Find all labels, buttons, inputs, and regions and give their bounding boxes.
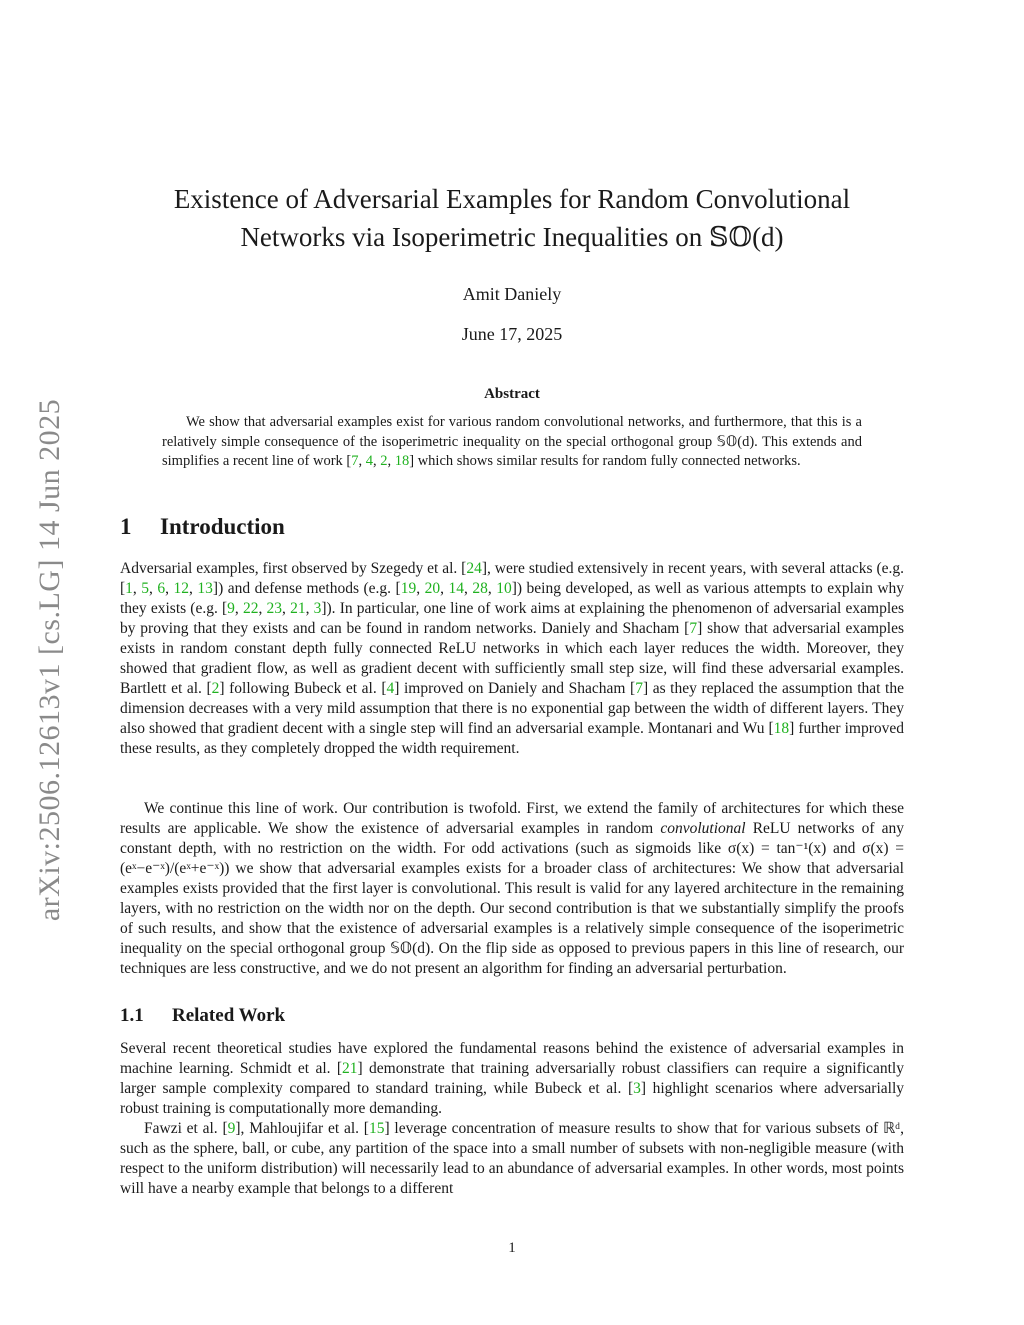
- page-number: 1: [508, 1240, 516, 1256]
- abstract-heading: Abstract: [484, 386, 540, 402]
- citation-link[interactable]: 7: [689, 620, 698, 637]
- citation-link[interactable]: 12: [173, 580, 190, 597]
- title-line-2: Networks via Isoperimetric Inequalities on 𝕊𝕆(d): [240, 222, 784, 252]
- citation-link[interactable]: 1: [125, 580, 133, 597]
- related-work-paragraph-1: Several recent theoretical studies have explored the fundamental reasons behind the existence of adversarial examples in machine learning. Schmidt et al. [21] demonstrate that training adversarially robust classifiers can require a significantly larger sample complexity compared to standard training, while Bubeck et al. [3] highlight scenarios where adversarially robust training is computationally more demanding.: [120, 1040, 904, 1117]
- citation-link[interactable]: 10: [496, 580, 512, 597]
- citation-link[interactable]: 24: [466, 560, 482, 577]
- section-heading-introduction: 1 Introduction: [120, 514, 285, 539]
- subsection-heading-related-work: 1.1 Related Work: [120, 1005, 286, 1026]
- citation-link[interactable]: 14: [448, 580, 464, 597]
- citation-link[interactable]: 5: [141, 580, 150, 597]
- citation-link[interactable]: 7: [635, 680, 643, 697]
- citation-link[interactable]: 19: [400, 580, 417, 597]
- citation-link[interactable]: 20: [424, 580, 441, 597]
- abstract-text: We show that adversarial examples exist for various random convolutional networks, and furthermore, that this is a relatively simple consequence of the isoperimetric inequality on the special orthogonal group 𝕊𝕆(d). This extends and simplifies a recent line of work [7, 4, 2, 18] which shows similar results for random fully connected networks.: [162, 414, 862, 469]
- citation-link[interactable]: 9: [227, 600, 235, 617]
- citation-link[interactable]: 3: [313, 600, 322, 617]
- citation-link[interactable]: 23: [266, 600, 283, 617]
- citation-link[interactable]: 13: [197, 580, 213, 597]
- author: Amit Daniely: [462, 284, 562, 304]
- citation-link[interactable]: 28: [472, 580, 488, 597]
- citation-link[interactable]: 21: [290, 600, 306, 617]
- arxiv-id-text: arXiv:2506.12613v1 [cs.LG] 14 Jun 2025: [33, 398, 66, 922]
- citation-link[interactable]: 4: [386, 680, 395, 697]
- citation-link[interactable]: 9: [227, 1120, 236, 1137]
- citation-link[interactable]: 18: [394, 453, 410, 469]
- date: June 17, 2025: [461, 324, 563, 344]
- related-work-paragraph-2: Fawzi et al. [9], Mahloujifar et al. [15] leverage concentration of measure results to show that for various subsets of ℝᵈ, such as the sphere, ball, or cube, any partition of the space into a small number of subsets with non-negligible measure (with respect to the uniform distribution) will necessarily lead to an abundance of adversarial examples. In other words, most points will have a nearby example that belongs to a different: [120, 1120, 904, 1197]
- intro-paragraph-2: We continue this line of work. Our contribution is twofold. First, we extend the family of architectures for which these results are applicable. We show the existence of adversarial examples in random convolutional ReLU networks of any constant depth, with no restriction on the width. For odd activations (such as sigmoids like σ(x) = tan⁻¹(x) and σ(x) = (eˣ−e⁻ˣ)/(eˣ+e⁻ˣ)) we show that adversarial examples exists for a broader class of architectures: We show that adversarial examples exists provided that the first layer is convolutional. This result is valid for any layered architecture in the remaining layers, with no restriction on the width nor on the depth. Our second contribution is that we substantially simplify the proofs of such results, and show that the existence of adversarial examples is a relatively simple consequence of the isoperimetric inequality on the special orthogonal group 𝕊𝕆(d). On the flip side as opposed to previous papers in this line of research, our techniques are less constructive, and we do not present an algorithm for finding an adversarial perturbation.: [120, 800, 904, 977]
- citation-link[interactable]: 7: [351, 453, 359, 469]
- citation-link[interactable]: 4: [365, 453, 373, 469]
- citation-link[interactable]: 15: [368, 1120, 385, 1137]
- citation-link[interactable]: 2: [380, 453, 388, 469]
- citation-link[interactable]: 2: [211, 680, 220, 697]
- citation-link[interactable]: 3: [633, 1080, 641, 1097]
- citation-link[interactable]: 21: [342, 1060, 358, 1077]
- citation-link[interactable]: 6: [157, 580, 166, 597]
- title-line-1: Existence of Adversarial Examples for Random Convolutional: [173, 184, 851, 214]
- paper-title: [120, 180, 904, 256]
- citation-link[interactable]: 22: [242, 600, 259, 617]
- citation-link[interactable]: 18: [773, 720, 790, 737]
- intro-paragraph-1: Adversarial examples, first observed by Szegedy et al. [24], were studied extensively in recent years, with several attacks (e.g. [1, 5, 6, 12, 13]) and defense methods (e.g. [19, 20, 14, 28, 10]) being developed, as well as various attempts to explain why they exists (e.g. [9, 22, 23, 21, 3]). In particular, one line of work aims at explaining the phenomenon of adversarial examples by proving that they exists and can be found in random networks. Daniely and Shacham [7] show that adversarial examples exists in random constant depth fully connected ReLU networks in which each layer reduces the width. Moreover, they showed that gradient flow, as well as gradient decent with sufficiently small step size, will find these adversarial examples. Bartlett et al. [2] following Bubeck et al. [4] improved on Daniely and Shacham [7] as they replaced the assumption that the dimension decreases with a very mild assumption that there is no exponential gap between the width of different layers. They also showed that gradient decent with a single step will find an adversarial example. Montanari and Wu [18] further improved these results, as they completely dropped the width requirement.: [120, 560, 905, 757]
